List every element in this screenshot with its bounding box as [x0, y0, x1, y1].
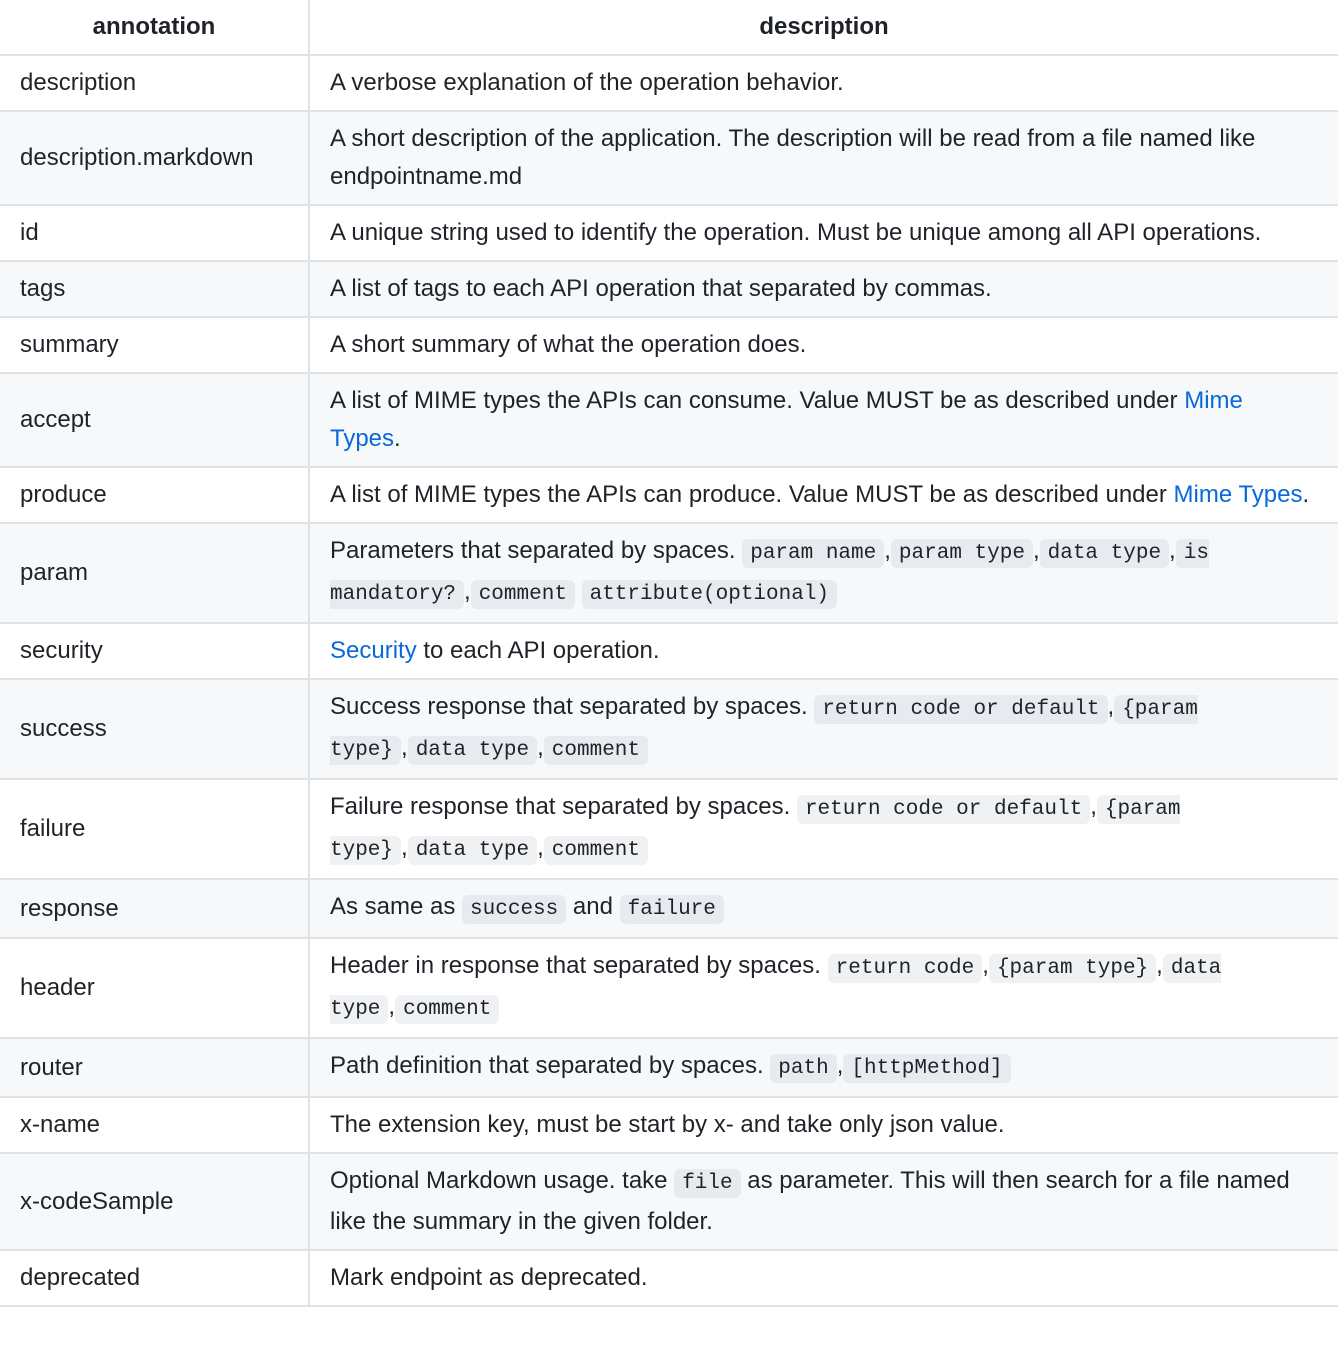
description-text: A short summary of what the operation does.	[330, 331, 807, 358]
inline-code: comment	[544, 836, 648, 865]
description-text: ,	[1169, 537, 1176, 564]
annotation-cell: produce	[0, 467, 309, 523]
description-text: ,	[537, 834, 544, 861]
description-text: ,	[537, 734, 544, 761]
table-row	[0, 373, 1338, 467]
inline-code: {param type}	[989, 954, 1156, 983]
description-cell	[309, 1250, 1338, 1306]
annotation-cell: summary	[0, 317, 309, 373]
inline-code: data type	[408, 736, 537, 765]
annotation-cell: response	[0, 879, 309, 938]
doc-link[interactable]: Mime Types	[1173, 481, 1303, 508]
description-text: ,	[1090, 793, 1097, 820]
description-text: ,	[836, 1052, 844, 1079]
inline-code: comment	[395, 995, 499, 1024]
header-row	[0, 0, 1338, 55]
description-text: ,	[401, 734, 408, 761]
inline-code: data type	[408, 836, 537, 865]
doc-link[interactable]: Mime Types	[330, 387, 1243, 452]
description-text	[575, 578, 582, 605]
inline-code: data type	[1040, 539, 1169, 568]
inline-code: param type	[891, 539, 1033, 568]
description-text: as parameter. This will then search for a file named like the summary in the given folder.	[330, 1167, 1290, 1235]
table-row	[0, 938, 1338, 1038]
header-annotation: annotation	[0, 0, 309, 55]
table-row	[0, 623, 1338, 679]
description-text: ,	[388, 993, 396, 1020]
table-row	[0, 1038, 1338, 1097]
annotation-cell: description.markdown	[0, 111, 309, 205]
inline-code: is mandatory?	[330, 539, 1209, 609]
table-row	[0, 879, 1338, 938]
description-text: A short description of the application. The description will be read from a file named like endpointname.md	[330, 125, 1256, 190]
inline-code: [httpMethod]	[843, 1054, 1010, 1083]
description-cell	[309, 1097, 1338, 1153]
description-cell	[309, 779, 1338, 879]
description-text: As same as	[330, 893, 463, 920]
inline-code: attribute(optional)	[582, 580, 837, 609]
description-cell	[309, 111, 1338, 205]
description-cell	[309, 205, 1338, 261]
inline-code: return code or default	[814, 695, 1107, 724]
table-row	[0, 1153, 1338, 1250]
annotation-cell: header	[0, 938, 309, 1038]
description-text: Success response that separated by spaces.	[330, 693, 815, 720]
inline-code: return code or default	[797, 795, 1090, 824]
description-cell	[309, 373, 1338, 467]
header-description: description	[309, 0, 1338, 55]
inline-code: {param type}	[330, 795, 1180, 865]
description-cell	[309, 467, 1338, 523]
inline-code: param name	[742, 539, 884, 568]
description-cell	[309, 1153, 1338, 1250]
description-text: A verbose explanation of the operation behavior.	[330, 69, 844, 96]
inline-code: comment	[471, 580, 575, 609]
description-cell	[309, 317, 1338, 373]
description-text: Parameters that separated by spaces.	[330, 537, 743, 564]
description-text: to each API operation.	[416, 637, 660, 664]
description-text: A list of MIME types the APIs can consume. Value MUST be as described under	[330, 387, 1185, 414]
inline-code: success	[462, 895, 566, 924]
description-cell	[309, 879, 1338, 938]
description-cell	[309, 261, 1338, 317]
description-text: ,	[982, 952, 989, 979]
description-text: The extension key, must be start by x- and take only json value.	[330, 1111, 1005, 1138]
inline-code: comment	[544, 736, 648, 765]
table-row	[0, 317, 1338, 373]
description-cell	[309, 938, 1338, 1038]
annotation-cell: x-name	[0, 1097, 309, 1153]
inline-code: failure	[620, 895, 724, 924]
description-text: A list of MIME types the APIs can produce. Value MUST be as described under	[330, 481, 1174, 508]
description-text: .	[1302, 481, 1310, 508]
inline-code: return code	[828, 954, 983, 983]
description-cell	[309, 679, 1338, 779]
annotation-cell: security	[0, 623, 309, 679]
description-text: Failure response that separated by spaces.	[330, 793, 797, 820]
table-row	[0, 467, 1338, 523]
description-text: Header in response that separated by spaces.	[330, 952, 828, 979]
description-text: .	[394, 425, 401, 452]
inline-code: file	[674, 1169, 740, 1198]
description-text: ,	[464, 578, 471, 605]
annotation-cell: deprecated	[0, 1250, 309, 1306]
table-row	[0, 679, 1338, 779]
annotation-cell: param	[0, 523, 309, 623]
description-text: A unique string used to identify the operation. Must be unique among all API operations.	[330, 219, 1262, 246]
description-text: A list of tags to each API operation that separated by commas.	[330, 275, 992, 302]
description-text: Path definition that separated by spaces.	[330, 1052, 771, 1079]
description-text: Optional Markdown usage. take	[330, 1167, 675, 1194]
annotation-cell: router	[0, 1038, 309, 1097]
annotation-cell: success	[0, 679, 309, 779]
annotation-cell: x-codeSample	[0, 1153, 309, 1250]
table-row	[0, 261, 1338, 317]
table-row	[0, 205, 1338, 261]
description-text: Mark endpoint as deprecated.	[330, 1264, 648, 1291]
annotation-cell: id	[0, 205, 309, 261]
description-text: ,	[1032, 537, 1040, 564]
table-row	[0, 779, 1338, 879]
annotation-cell: description	[0, 55, 309, 111]
inline-code: data type	[330, 954, 1221, 1024]
description-text: ,	[884, 537, 891, 564]
table-row	[0, 111, 1338, 205]
description-cell	[309, 523, 1338, 623]
annotation-cell: tags	[0, 261, 309, 317]
table-row	[0, 523, 1338, 623]
doc-link[interactable]: Security	[330, 637, 417, 664]
annotation-cell: failure	[0, 779, 309, 879]
annotation-cell: accept	[0, 373, 309, 467]
inline-code: {param type}	[330, 695, 1198, 765]
table-row	[0, 1097, 1338, 1153]
description-text: and	[566, 893, 620, 920]
description-cell	[309, 55, 1338, 111]
table-row	[0, 1250, 1338, 1306]
description-text: ,	[1156, 952, 1163, 979]
table-row	[0, 55, 1338, 111]
description-text: ,	[1107, 693, 1115, 720]
description-text: ,	[401, 834, 408, 861]
inline-code: path	[770, 1054, 836, 1083]
description-cell	[309, 623, 1338, 679]
description-cell	[309, 1038, 1338, 1097]
